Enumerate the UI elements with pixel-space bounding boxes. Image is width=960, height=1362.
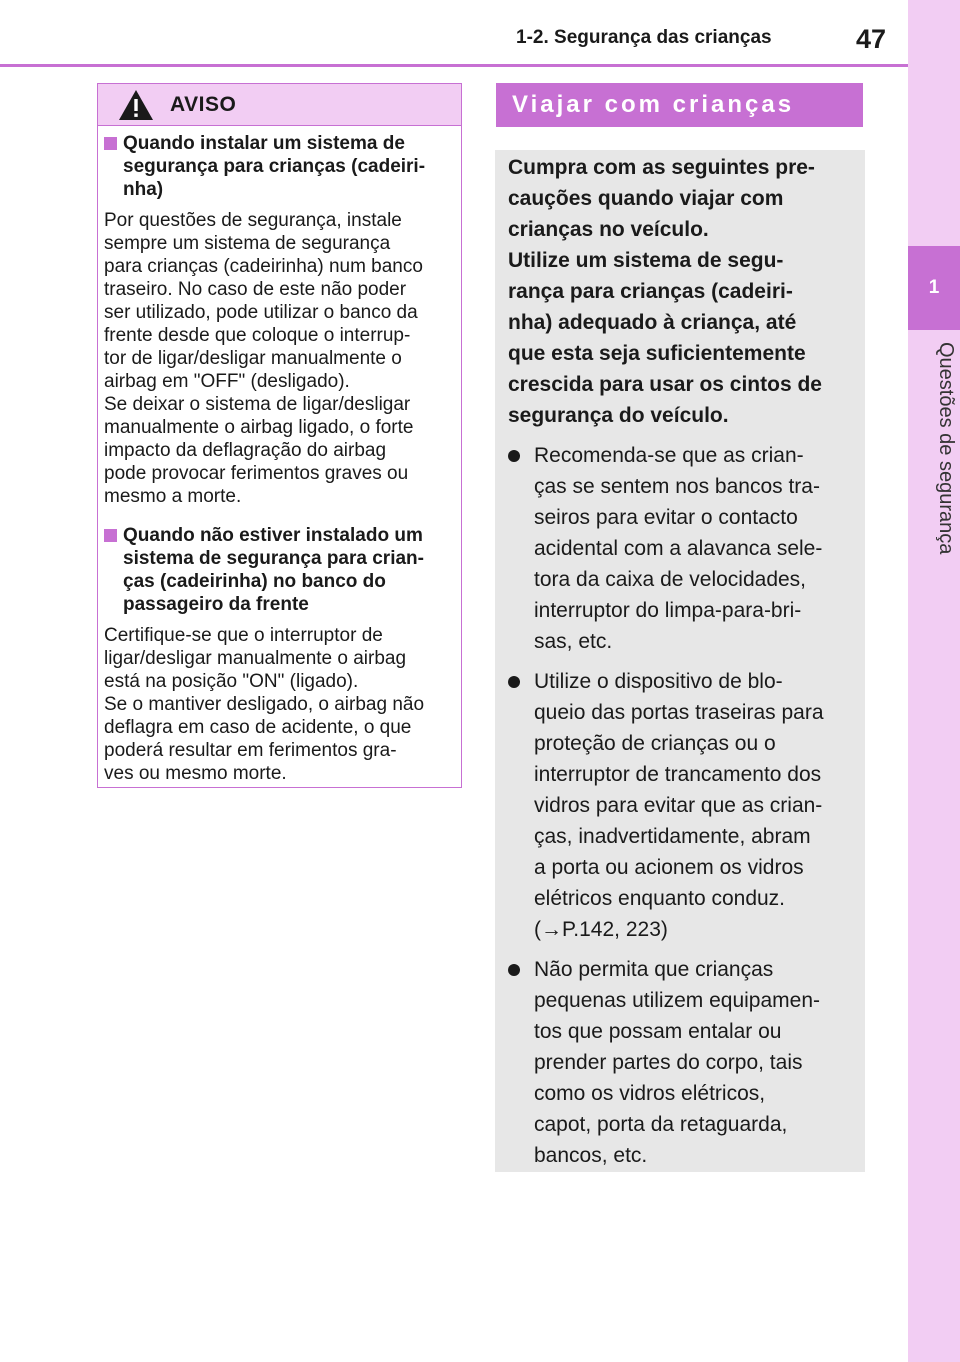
- warning-item-heading: [104, 132, 451, 201]
- warning-box: [97, 83, 462, 788]
- list-item-text: Recomenda-se que as crian- ças se sentem nos bancos tra- seiros para evitar o contacto acidental com a alavanca sele- tora da caixa de velocidades, interruptor do limpa-para-bri- sas, etc.: [534, 444, 823, 653]
- square-bullet-icon: [104, 529, 117, 542]
- warning-title: AVISO: [170, 92, 237, 116]
- bullet-dot-icon: [508, 964, 520, 976]
- list-item: [508, 954, 849, 1171]
- warning-triangle-icon: [118, 89, 154, 121]
- list-item: [508, 440, 849, 657]
- warning-body: [98, 126, 461, 785]
- square-bullet-icon: [104, 137, 117, 150]
- list-item-text[interactable]: Utilize o dispositivo de blo- queio das portas traseiras para proteção de crianças ou o interruptor de trancamento dos vidros para evitar que as crian- ças, inadvertidamente, abram a porta ou acionem os vidros elétricos enquanto conduz. (→P.142, 223): [534, 670, 824, 941]
- section-banner: [496, 83, 863, 127]
- header-divider: [0, 64, 908, 67]
- section-title: 1-2. Segurança das crianças: [516, 27, 772, 48]
- bullet-dot-icon: [508, 450, 520, 462]
- chapter-side-bar: [908, 0, 960, 1362]
- warning-heading-text: Quando instalar um sistema de segurança para crianças (cadeiri- nha): [123, 133, 426, 200]
- warning-item-text: Por questões de segurança, instale sempre um sistema de segurança para crianças (cadeirinha) num banco traseiro. No caso de este não poder ser utilizado, pode utilizar o banco da frente desde que coloque o interrup- tor de ligar/desligar manualmente o airbag em "OFF" (desligado). Se deixar o sistema de ligar/desligar manualmente o airbag ligado, o forte impacto da deflagração do airbag pode provocar ferimentos graves ou mesmo a morte.: [104, 210, 423, 507]
- intro-text: Cumpra com as seguintes pre- cauções quando viajar com crianças no veículo. Utilize um sistema de segu- rança para crianças (cadeiri- nha) adequado à criança, até que esta seja suficientemente crescida para usar os cintos de segurança do veículo.: [508, 156, 822, 427]
- chapter-title: Questões de segurança: [935, 342, 957, 555]
- section-banner-title: Viajar com crianças: [512, 91, 795, 118]
- warning-header: [98, 84, 461, 126]
- warning-item-text: Certifique-se que o interruptor de ligar/desligar manualmente o airbag está na posição "ON" (ligado). Se o mantiver desligado, o airbag não deflagra em caso de acidente, o que poderá resultar em ferimentos gra- ves ou mesmo morte.: [104, 625, 425, 784]
- bullet-dot-icon: [508, 676, 520, 688]
- info-box: [495, 150, 865, 1172]
- list-item: [508, 666, 849, 945]
- list-item-text: Não permita que crianças pequenas utilizem equipamen- tos que possam entalar ou prender partes do corpo, tais como os vidros elétricos, capot, porta da retaguarda, bancos, etc.: [534, 958, 821, 1167]
- warning-heading-text: Quando não estiver instalado um sistema de segurança para crian- ças (cadeirinha) no banco do passageiro da frente: [123, 525, 424, 615]
- page-number: 47: [856, 24, 887, 54]
- warning-item-heading: [104, 524, 451, 616]
- chapter-number-tab[interactable]: 1: [908, 246, 960, 330]
